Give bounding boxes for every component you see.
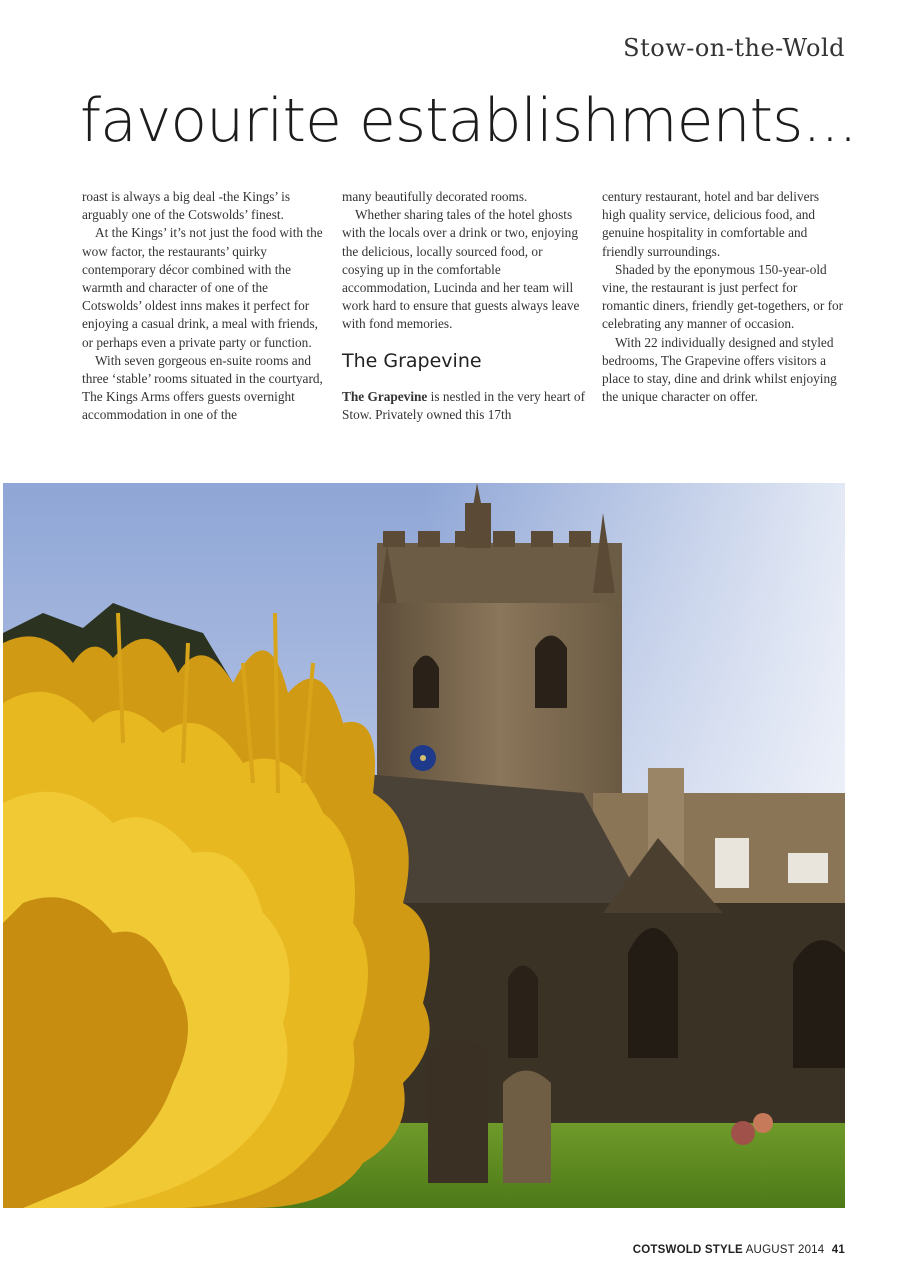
bold-lead: The Grapevine xyxy=(342,388,428,404)
paragraph: At the Kings’ it’s not just the food with the wow factor, the restaurants’ quirky contemporary décor combined with the warmth and character of one of the Cotswolds’ oldest inns makes it perfect for enjoying a casual drink, a meal with friends, or perhaps even a private party or function. xyxy=(82,225,323,350)
paragraph: Whether sharing tales of the hotel ghosts with the locals over a drink or two, enjoying the delicious, locally sourced food, or cosying up in the comfortable accommodation, Lucinda and her team will work hard to ensure that guests always leave with fond memories. xyxy=(342,207,580,332)
article-body xyxy=(82,188,852,458)
paragraph-text: is nestled in the very heart of Stow. Privately owned this 17th xyxy=(342,388,585,422)
paragraph xyxy=(342,388,585,424)
paragraph: many beautifully decorated rooms. xyxy=(342,189,528,204)
column-1 xyxy=(82,188,325,425)
column-2 xyxy=(342,188,585,424)
church-photo xyxy=(3,483,845,1208)
paragraph: century restaurant, hotel and bar delivers high quality service, delicious food, and genuine hospitality in comfortable and friendly surroundings. xyxy=(602,189,820,259)
column-3 xyxy=(602,188,845,406)
subheading-grapevine: The Grapevine xyxy=(342,349,482,372)
section-label: Stow-on-the-Wold xyxy=(623,34,845,62)
headline: favourite establishments... xyxy=(80,86,857,156)
page-footer xyxy=(633,1244,845,1256)
page-number: 41 xyxy=(831,1244,845,1256)
magazine-name: COTSWOLD STYLE xyxy=(632,1244,743,1256)
paragraph: With 22 individually designed and styled bedrooms, The Grapevine offers visitors a place to stay, dine and drink whilst enjoying the unique character on offer. xyxy=(602,334,837,405)
paragraph: roast is always a big deal -the Kings’ is arguably one of the Cotswolds’ finest. xyxy=(82,189,291,223)
paragraph: Shaded by the eponymous 150-year-old vine, the restaurant is just perfect for romantic diners, friendly get-togethers, or for celebrating any manner of occasion. xyxy=(602,261,844,332)
issue-date: AUGUST 2014 xyxy=(745,1244,825,1256)
paragraph: With seven gorgeous en-suite rooms and three ‘stable’ rooms situated in the courtyard, The Kings Arms offers guests overnight accommodation in one of the xyxy=(82,352,323,423)
